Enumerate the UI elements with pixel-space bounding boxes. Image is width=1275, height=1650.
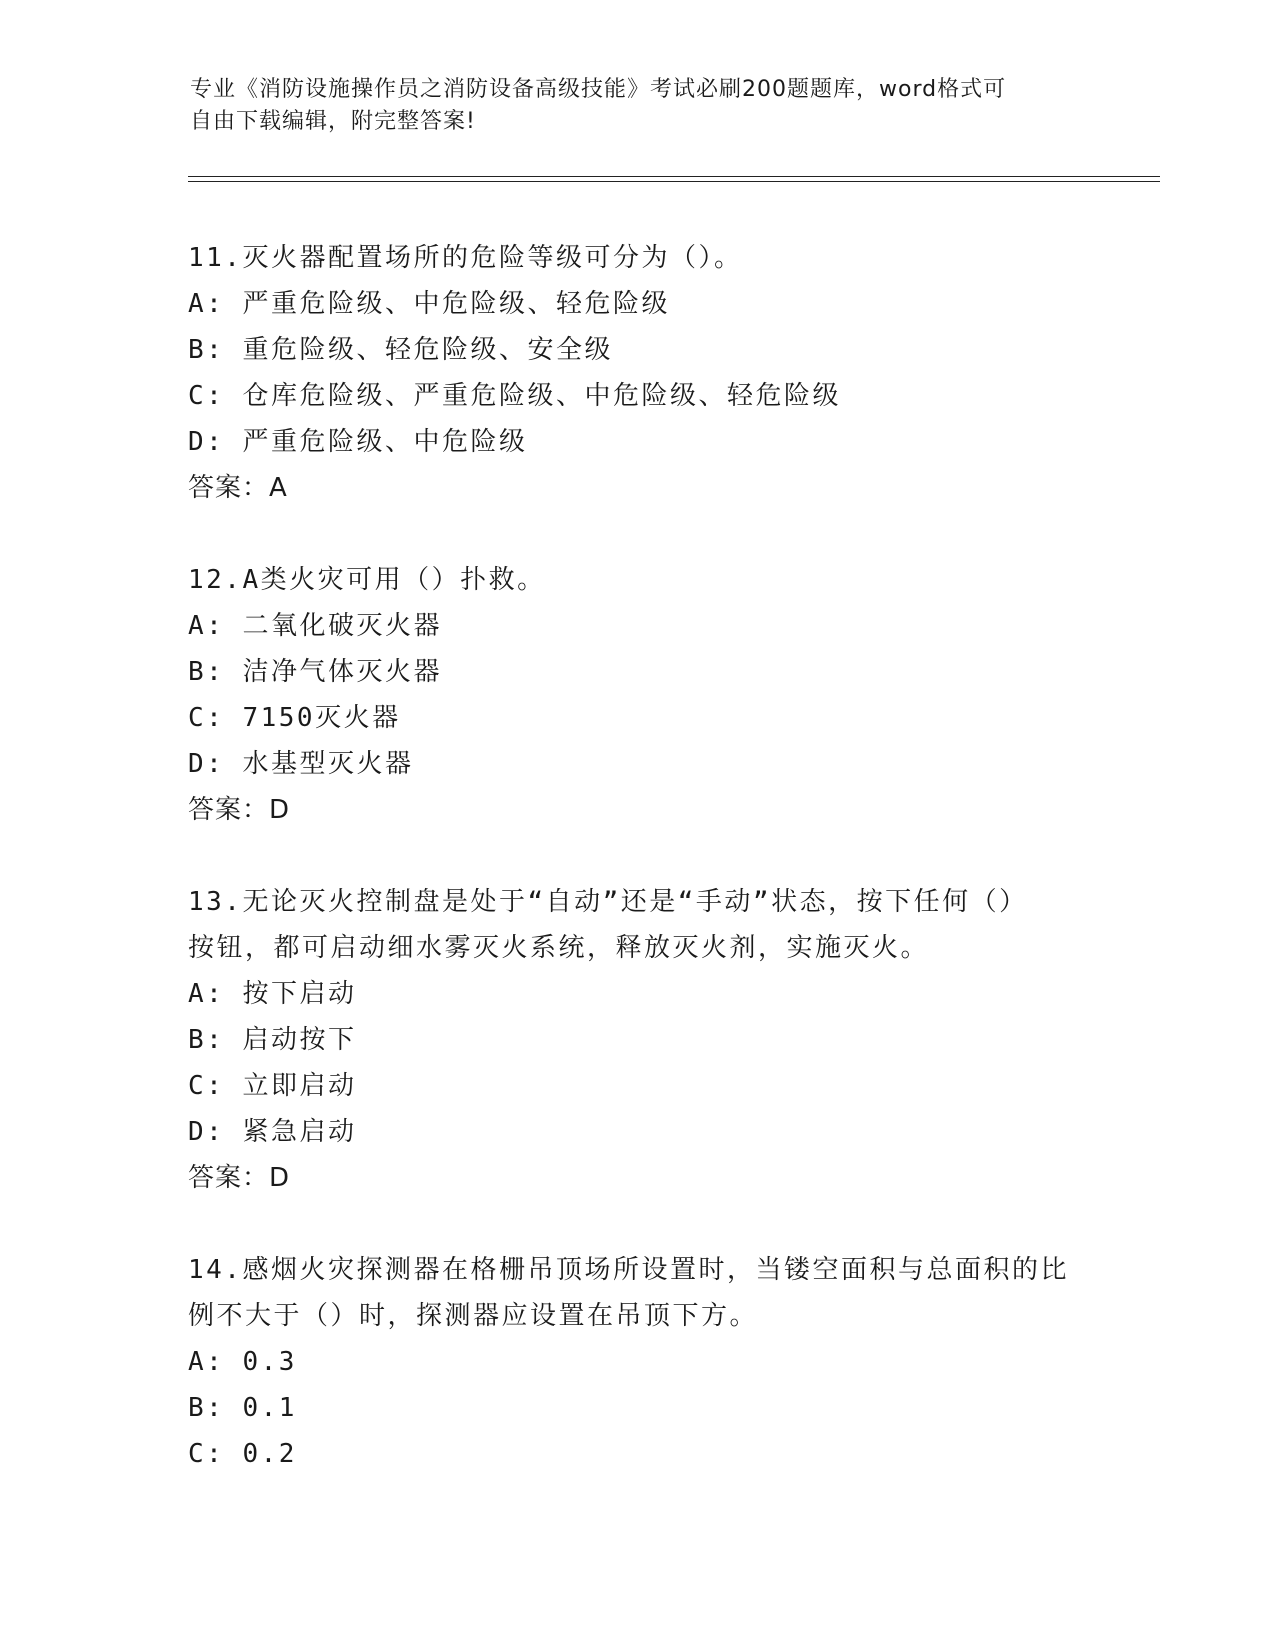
question-12 xyxy=(188,557,1088,833)
question-stem-line-2: 按钮，都可启动细水雾灭火系统，释放灭火剂，实施灭火。 xyxy=(188,933,930,963)
answer: 答案：D xyxy=(188,795,291,825)
question-stem: 11.灭火器配置场所的危险等级可分为（）。 xyxy=(188,243,743,273)
answer: 答案：D xyxy=(188,1163,291,1193)
document-header xyxy=(190,74,1070,138)
header-divider-top xyxy=(188,176,1160,177)
option-a: A: 严重危险级、中危险级、轻危险级 xyxy=(188,289,670,319)
option-a: A: 按下启动 xyxy=(188,979,357,1009)
question-stem-line-1: 14.感烟火灾探测器在格栅吊顶场所设置时，当镂空面积与总面积的比 xyxy=(188,1255,1069,1285)
option-a: A: 0.3 xyxy=(188,1347,297,1377)
question-stem: 12.A类火灾可用（）扑救。 xyxy=(188,565,546,595)
question-11 xyxy=(188,235,1088,511)
question-14 xyxy=(188,1247,1088,1477)
header-divider-bottom xyxy=(188,181,1160,182)
answer: 答案：A xyxy=(188,473,288,503)
option-b: B: 洁净气体灭火器 xyxy=(188,657,442,687)
option-b: B: 0.1 xyxy=(188,1393,297,1423)
question-stem-line-2: 例不大于（）时，探测器应设置在吊顶下方。 xyxy=(188,1301,759,1331)
question-stem-line-1: 13.无论灭火控制盘是处于“自动”还是“手动”状态，按下任何（） xyxy=(188,887,1028,917)
question-13 xyxy=(188,879,1088,1201)
option-d: D: 严重危险级、中危险级 xyxy=(188,427,528,457)
question-list xyxy=(188,235,1088,1523)
option-c: C: 7150灭火器 xyxy=(188,703,401,733)
header-line-1: 专业《消防设施操作员之消防设备高级技能》考试必刷200题题库，word格式可 xyxy=(190,77,1007,102)
option-c: C: 0.2 xyxy=(188,1439,297,1469)
option-b: B: 重危险级、轻危险级、安全级 xyxy=(188,335,613,365)
option-d: D: 紧急启动 xyxy=(188,1117,357,1147)
option-c: C: 仓库危险级、严重危险级、中危险级、轻危险级 xyxy=(188,381,841,411)
option-d: D: 水基型灭火器 xyxy=(188,749,414,779)
header-line-2: 自由下载编辑，附完整答案! xyxy=(190,109,476,134)
option-c: C: 立即启动 xyxy=(188,1071,357,1101)
option-b: B: 启动按下 xyxy=(188,1025,357,1055)
option-a: A: 二氧化破灭火器 xyxy=(188,611,442,641)
